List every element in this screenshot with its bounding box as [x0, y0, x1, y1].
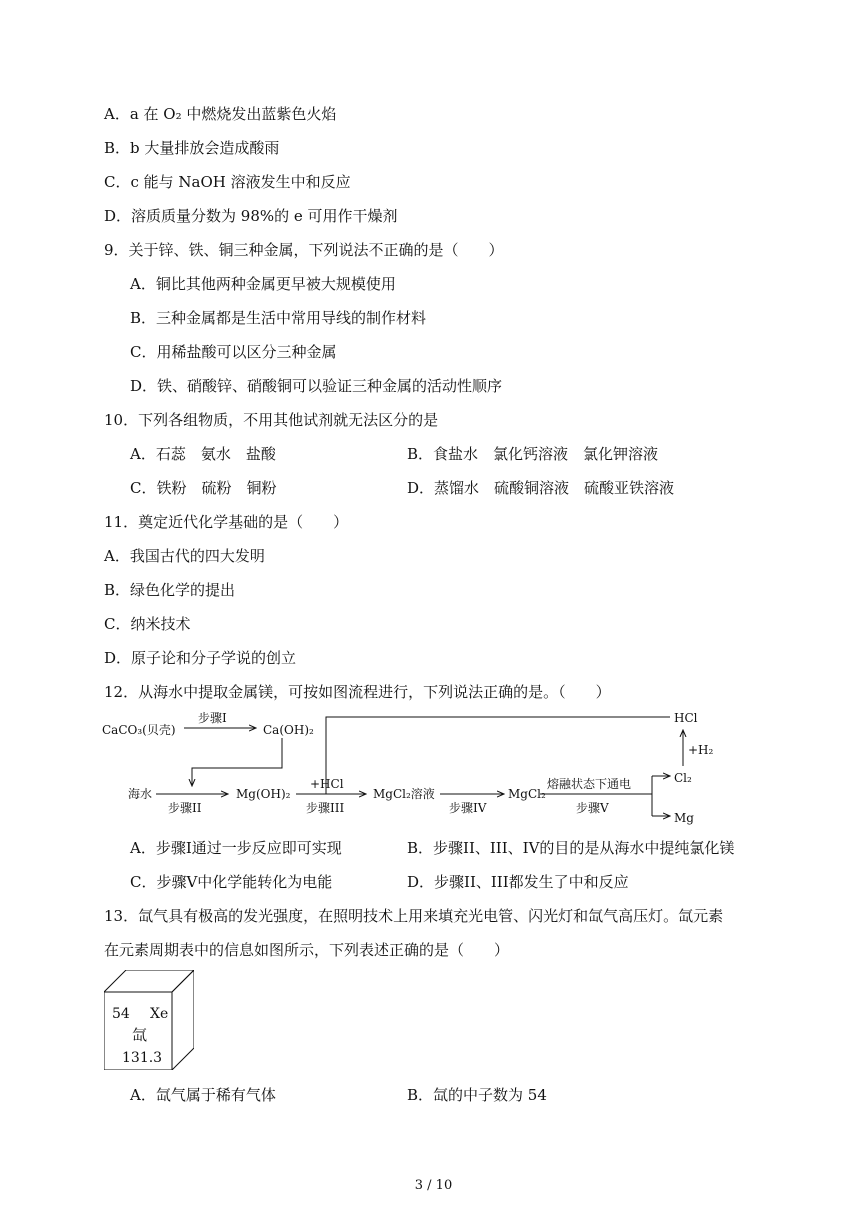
label-plus-h2: +H₂ [688, 743, 714, 757]
label-step2: 步骤II [168, 801, 202, 815]
q10-option-a: A．石蕊 氨水 盐酸 [130, 445, 276, 463]
cube-top-face [104, 970, 194, 992]
q8-option-c: C．c 能与 NaOH 溶液发生中和反应 [104, 173, 351, 191]
cube-side-face [172, 970, 194, 1070]
q12-option-c: C．步骤V中化学能转化为电能 [130, 873, 333, 891]
q9-option-a: A．铜比其他两种金属更早被大规模使用 [130, 275, 396, 293]
q11-option-c: C．纳米技术 [104, 615, 191, 633]
q9-option-b: B．三种金属都是生活中常用导线的制作材料 [130, 309, 427, 327]
q8-option-d: D．溶质质量分数为 98%的 e 可用作干燥剂 [104, 207, 398, 225]
q9-option-c: C．用稀盐酸可以区分三种金属 [130, 343, 337, 361]
q13-stem-line2: 在元素周期表中的信息如图所示，下列表述正确的是（ ） [104, 941, 510, 959]
q13-stem-line1: 13．氙气具有极高的发光强度，在照明技术上用来填充光电管、闪光灯和氙气高压灯。氙元素 [104, 907, 724, 925]
q13-option-b: B．氙的中子数为 54 [407, 1086, 547, 1104]
label-seawater: 海水 [128, 787, 153, 801]
q8-option-a: A．a 在 O₂ 中燃烧发出蓝紫色火焰 [104, 105, 337, 123]
label-mgoh2: Mg(OH)₂ [236, 787, 291, 801]
label-plus-hcl: +HCl [310, 777, 344, 791]
q12-option-a: A．步骤I通过一步反应即可实现 [130, 839, 342, 857]
label-cl2: Cl₂ [674, 771, 692, 785]
arrow-caoh2-down [192, 738, 282, 786]
page-number: 3 / 10 [414, 1178, 453, 1193]
q12-flow-diagram [100, 706, 740, 830]
label-caco3: CaCO₃(贝壳) [102, 723, 176, 737]
label-step5: 步骤V [576, 801, 609, 815]
label-mg: Mg [674, 811, 694, 825]
q11-option-d: D．原子论和分子学说的创立 [104, 649, 297, 667]
q9-stem: 9．关于锌、铁、铜三种金属，下列说法不正确的是（ ） [104, 241, 504, 259]
xenon-element-cell [104, 970, 194, 1070]
q10-stem: 10．下列各组物质，不用其他试剂就无法区分的是 [104, 411, 439, 429]
element-atomic-mass: 131.3 [122, 1050, 163, 1066]
label-step1: 步骤I [198, 711, 227, 725]
q9-option-d: D．铁、硝酸锌、硝酸铜可以验证三种金属的活动性顺序 [130, 377, 503, 395]
q11-option-a: A．我国古代的四大发明 [104, 547, 265, 565]
label-mgcl2-solution: MgCl₂溶液 [373, 787, 435, 801]
label-hcl-top: HCl [674, 711, 698, 725]
label-electrolysis: 熔融状态下通电 [547, 777, 632, 791]
q12-stem: 12．从海水中提取金属镁，可按如图流程进行，下列说法正确的是。（ ） [104, 683, 611, 701]
label-step3: 步骤III [306, 801, 345, 815]
q12-option-d: D．步骤II、III都发生了中和反应 [407, 873, 629, 891]
element-name: 氙 [132, 1026, 148, 1044]
q8-option-b: B．b 大量排放会造成酸雨 [104, 139, 280, 157]
label-mgcl2: MgCl₂ [508, 787, 546, 801]
q10-option-d: D．蒸馏水 硫酸铜溶液 硫酸亚铁溶液 [407, 479, 675, 497]
label-caoh2: Ca(OH)₂ [263, 723, 314, 737]
q11-option-b: B．绿色化学的提出 [104, 581, 236, 599]
q10-option-c: C．铁粉 硫粉 铜粉 [130, 479, 277, 497]
element-atomic-number: 54 [112, 1006, 130, 1022]
q10-option-b: B．食盐水 氯化钙溶液 氯化钾溶液 [407, 445, 659, 463]
q11-stem: 11．奠定近代化学基础的是（ ） [104, 513, 349, 531]
element-symbol: Xe [150, 1006, 169, 1022]
label-step4: 步骤IV [449, 801, 487, 815]
q12-option-b: B．步骤II、III、IV的目的是从海水中提纯氯化镁 [407, 839, 735, 857]
q13-option-a: A．氙气属于稀有气体 [130, 1086, 276, 1104]
